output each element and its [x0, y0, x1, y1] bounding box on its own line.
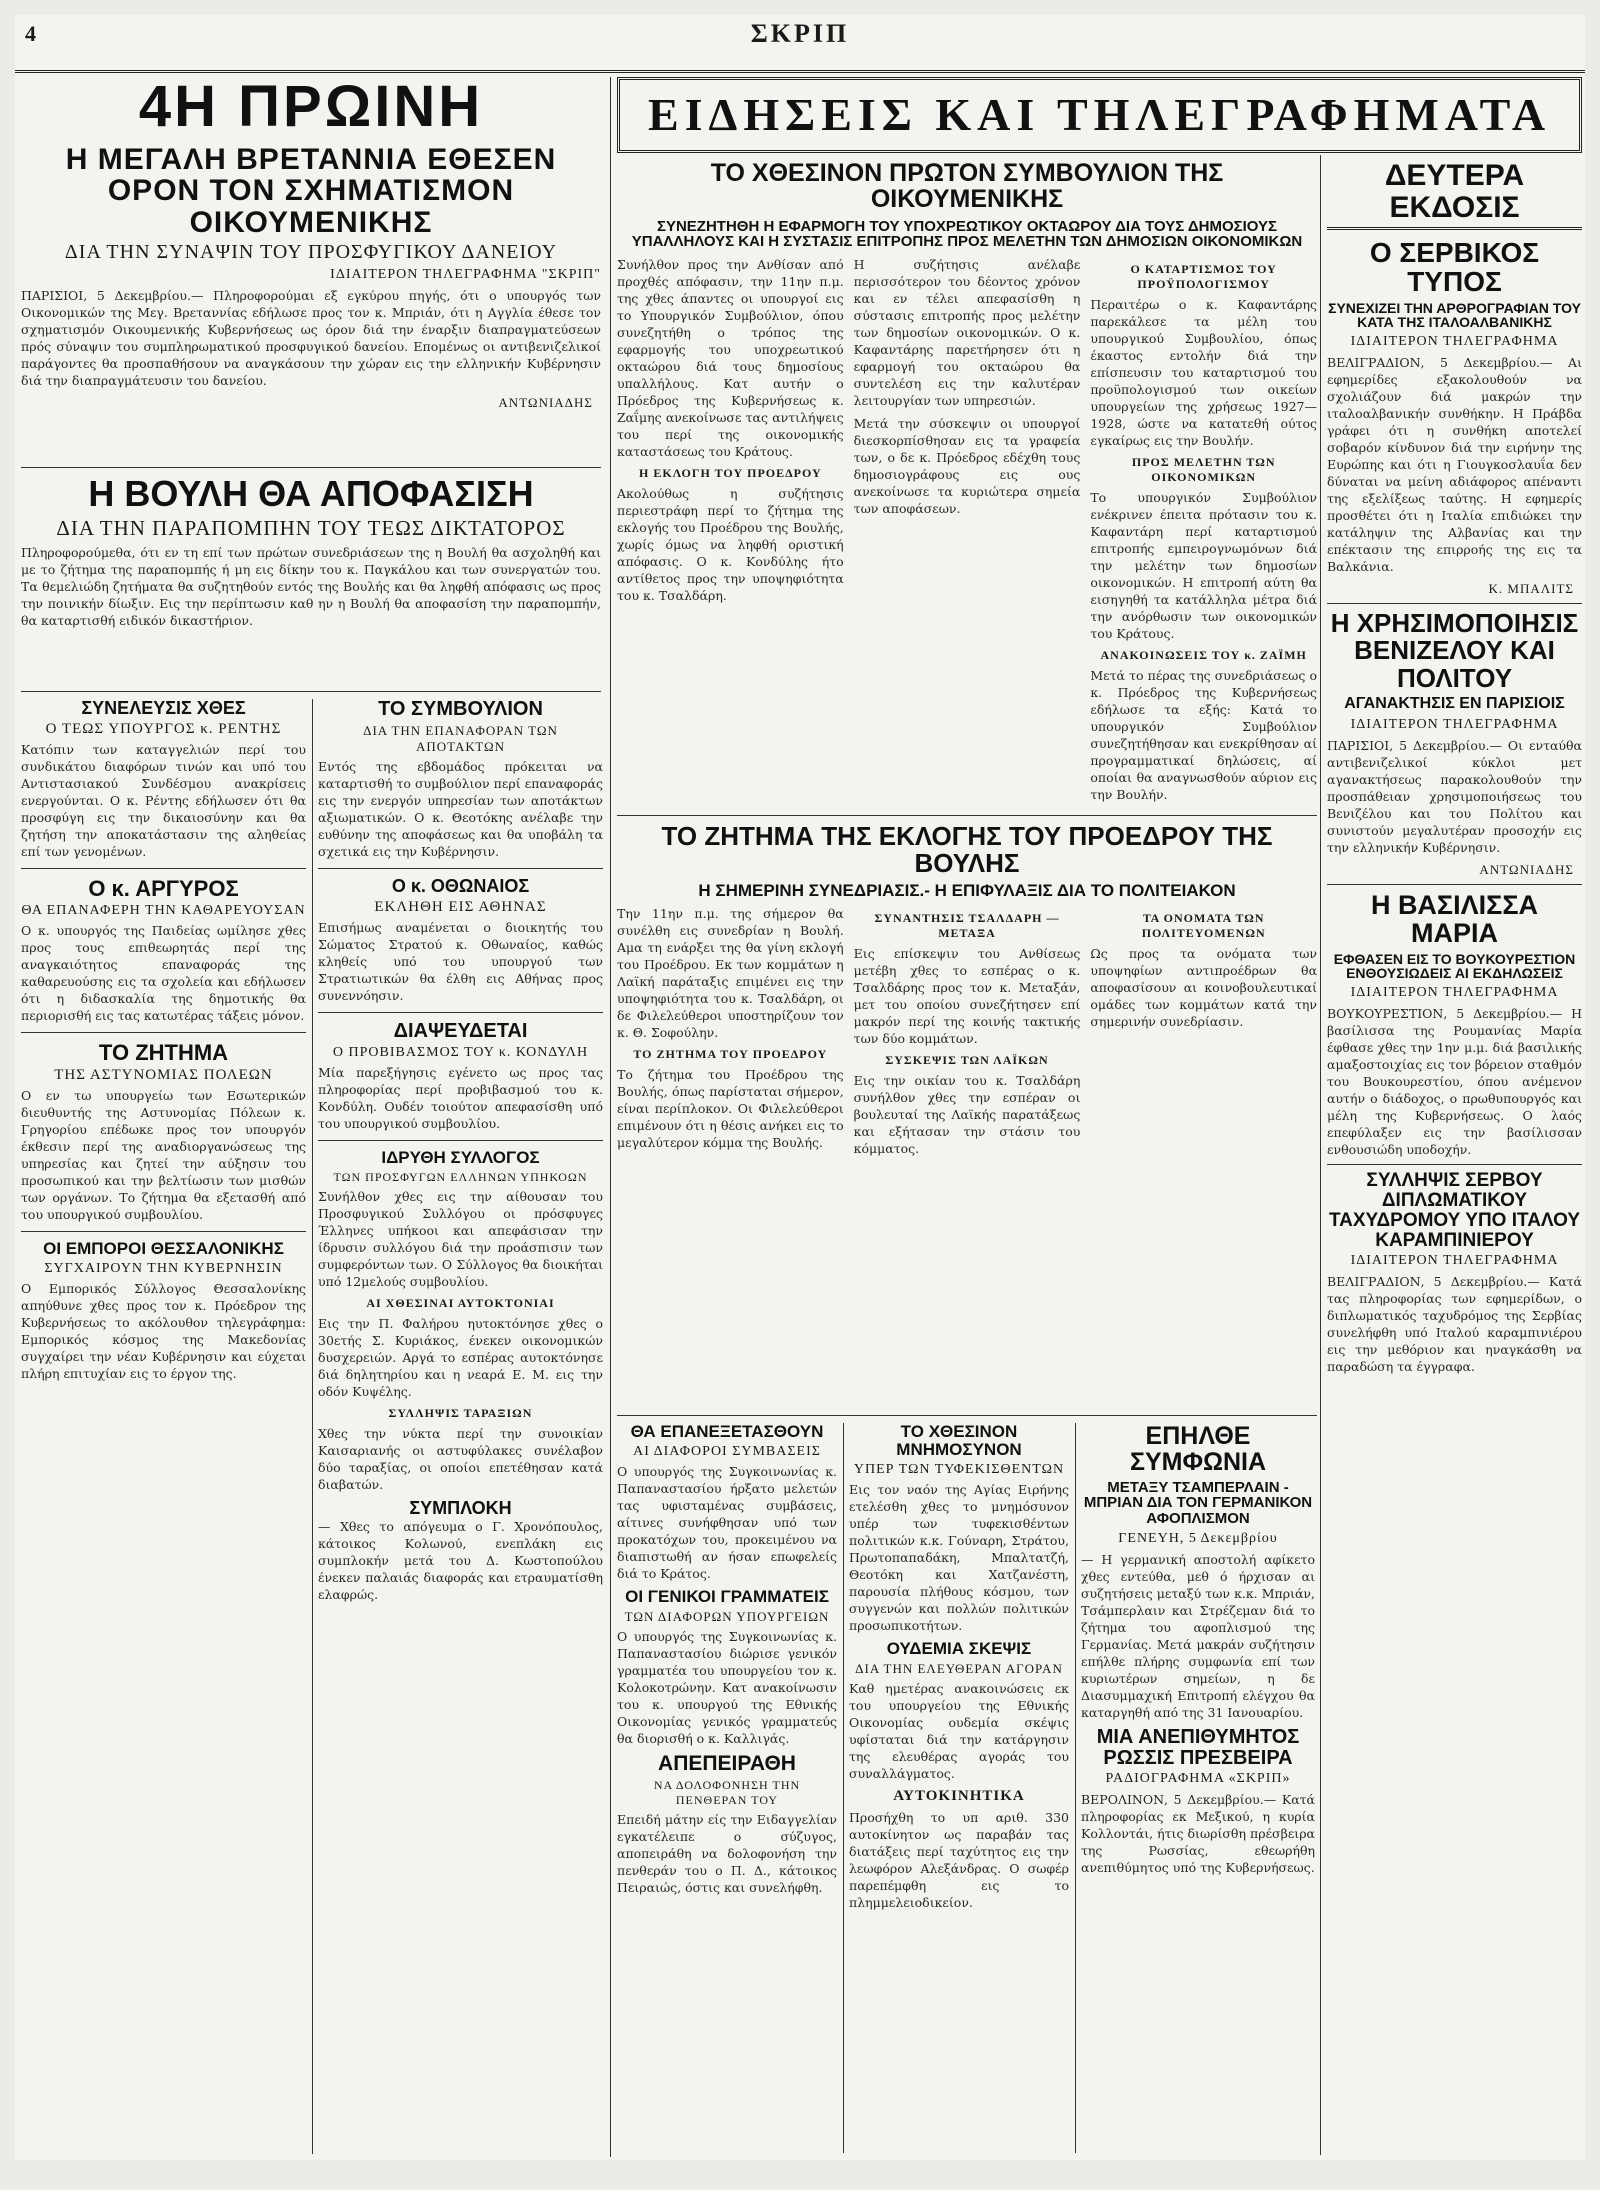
headline: ΟΙ ΓΕΝΙΚΟΙ ΓΡΑΜΜΑΤΕΙΣ [625, 1586, 829, 1606]
subsection-heading: Η ΕΚΛΟΓΗ ΤΟΥ ΠΡΟΕΔΡΟΥ [638, 466, 822, 480]
article-body: Ως προς τα ονόματα των υποψηφίων αντιπροέδρων θα αποφασίσουν αι κοινοβουλευτικαί ομάδες των κομμάτων κατά την σημερινήν συνεδρίασιν. [1090, 946, 1317, 1030]
article-othonaios [318, 877, 603, 1004]
dateline: ΙΔΙΑΙΤΕΡΟΝ ΤΗΛΕΓΡΑΦΗΜΑ [1350, 716, 1559, 732]
subsection-heading: ΣΥΝΑΝΤΗΣΙΣ ΤΣΑΛΔΑΡΗ — ΜΕΤΑΞΑ [874, 911, 1060, 941]
article-body: Συνήλθον προς την Ανθίσαν από προχθές απόφασιν, την 11ην π.μ. της χθες άπαντες οι υπουργοί εις το Υπουργικόν Συμβούλιον, όπου συνεζητήθη ο τρόπος της εφαρμογής του υποχρεωτικού οκταώρου διά τους δημοσίους υπαλλήλους. Κατ αυτήν ο Πρόεδρος της Κυβερνήσεως κ. Ζαΐμης ανεκοίνωσε τας αντιλήψεις του περί της οικονομικής καταστάσεως του Κράτους. [617, 257, 844, 459]
article-body: Ο υπουργός της Συγκοινωνίας κ. Παπαναστασίου διώρισε γενικόν γραμματέα του υπουργείου τον κ. Κολοκοτρώνην. Κατ ανακοίνωσιν του κ. υπουργού της Εθνικής Οικονομίας γενικός γραμματεύς θα διορισθή ο κ. Καλλιγάς. [617, 1628, 837, 1746]
article-body: Εις την οικίαν του κ. Τσαλδάρη συνήλθον χθες την εσπέραν οι βουλευταί της Λαϊκής παρατάξεως και εξήτασαν την στάσιν του κόμματος. [853, 1073, 1081, 1157]
article-body: — Η γερμανική αποστολή αφίκετο χθες εντεύθα, μεθ ό ήρχισαν αι συζητήσεις μεταξύ των κ.κ. Μπριάν, Τσάμπερλαιν και Στρέζεμαν διά το ζήτημα του αφοπλισμού της Γερμανίας. Μετά μακράν συζήτησιν επήλθε πλήρης συμφωνία επί των κυριωτέρων σημείων, η δε Διασυμμαχική Επιτροπή ελέγχου θα καταργηθή από της 31 Ιανουαρίου. [1081, 1551, 1315, 1720]
subhead: Ο ΤΕΩΣ ΥΠΟΥΡΓΟΣ κ. ΡΕΝΤΗΣ [45, 720, 282, 737]
headline: Ο κ. ΟΘΩΝΑΙΟΣ [391, 876, 530, 896]
article-body: Το ζήτημα του Προέδρου της Βουλής, όπως παρίσταται σήμερον, είναι περίπλοκον. Οι Φιλελεύθεροι επιμένουν ότι η θέσις ανήκει εις το μεγαλύτερον κόμμα της Βουλής. [617, 1067, 844, 1151]
column-rule [1075, 1423, 1076, 2153]
article-symfonia [1081, 1423, 1315, 1721]
subhead: ΔΙΑ ΤΗΝ ΕΛΕΥΘΕΡΑΝ ΑΓΟΡΑΝ [855, 1660, 1063, 1676]
article-body: ΒΕΛΙΓΡΑΔΙΟΝ, 5 Δεκεμβρίου.— Αι εφημερίδες εξακολουθούν να σχολιάζουν διά μακρών την ιταλοαλβανικήν συνθήκην. Η Πράβδα γράφει ότι η συνθήκη αποτελεί σοβαρόν κίνδυνον διά την ειρήνην της Ευρώπης και ότι η Γιουγκοσλαυΐα δεν δύναται να μείνη αδιάφορος απέναντι της εξελίξεως ταύτης. Η εφημερίς προσθέτει ότι η Ιταλία επιδιώκει την κατάληψιν της Αλβανίας και την επέκτασιν της επιρροής της εις τα Βαλκάνια. [1327, 355, 1582, 575]
column-c2 [849, 1423, 1069, 2153]
article-synelefsi [21, 699, 306, 860]
headline: ΔΙΑΨΕΥΔΕΤΑΙ [393, 1019, 528, 1042]
article-body: Μία παρεξήγησις εγένετο ως προς τας πληροφορίας περί προβιβασμού του κ. Κονδύλη. Ουδέν τοιούτον απεφασίσθη υπό του υπουργικού συμβουλίου. [318, 1064, 603, 1131]
column-c3 [1081, 1423, 1315, 2153]
article-body: ΠΑΡΙΣΙΟΙ, 5 Δεκεμβρίου.— Οι ενταύθα αντιβενιζελικοί κύκλοι μετ αγανακτήσεως παρακολουθούν την προσπάθειαν χρησιμοποιήσεως του Βενιζέλου και του Πολίτου και συνιστούν μεγαλυτέραν προσοχήν εις την ελληνικήν Κυβέρνησιν. [1327, 737, 1582, 855]
headline: ΤΟ ΣΥΜΒΟΥΛΙΟΝ [378, 699, 543, 720]
signature: Κ. ΜΠΑΛΙΤΣ [1488, 581, 1574, 597]
article-4h-proini [21, 77, 601, 462]
column-rule [312, 699, 313, 2154]
article-body: Προσήχθη το υπ αριθ. 330 αυτοκίνητον ως παραβάν τας διατάξεις περί ταχύτητος εις την λεωφόρον Αλεξάνδρας. Ο σωφέρ παρεπέμφθη εις το πλημμελειοδικείον. [849, 1809, 1069, 1910]
subhead: ΤΗΣ ΑΣΤΥΝΟΜΙΑΣ ΠΟΛΕΩΝ [54, 1067, 273, 1084]
article-apopeira [617, 1753, 837, 1896]
article-xthesina [318, 1296, 603, 1400]
column-rule [1320, 155, 1321, 2155]
article-idrysi [318, 1149, 603, 1290]
article-zitima [21, 1041, 306, 1223]
article-body: Εντός της εβδομάδος πρόκειται να καταρτισθή το συμβούλιον περί επαναφοράς εις την ενεργόν υπηρεσίαν των αποτάκτων αξιωματικών. Ο κ. Θεοτόκης ανέλαβε την ευθύνην της αποφάσεως και θα υποβάλη τα σχετικά εις την Κυβέρνησιν. [318, 759, 603, 859]
section-rule [21, 691, 601, 692]
masthead [15, 15, 1585, 73]
subhead: Ο ΠΡΟΒΙΒΑΣΜΟΣ ΤΟΥ κ. ΚΟΝΔΥΛΗ [332, 1044, 589, 1060]
section-rule [617, 815, 1317, 816]
deftera-banner: ΔΕΥΤΕΡΑ ΕΚΔΟΣΙΣ [1327, 160, 1582, 230]
headline: Η ΒΑΣΙΛΙΣΣΑ ΜΑΡΙΑ [1370, 889, 1539, 949]
subsection-heading: ΤΟ ΖΗΤΗΜΑ ΤΟΥ ΠΡΟΕΔΡΟΥ [633, 1047, 828, 1062]
subhead: ΔΙΑ ΤΗΝ ΣΥΝΑΨΙΝ ΤΟΥ ΠΡΟΣΦΥΓΙΚΟΥ ΔΑΝΕΙΟΥ [64, 241, 558, 264]
article-body: Μετά την σύσκεψιν οι υπουργοί διεσκορπίσθησαν εις τα γραφεία των, ο δε κ. Πρόεδρος εδέχθη τους δημοσιογράφους εις ους ανεκοίνωσε τα κυριώτερα σημεία των αποφάσεων. [853, 416, 1081, 516]
article-body: Ακολούθως η συζήτησις περιεστράφη περί το ζήτημα της εκλογής του Προέδρου της Βουλής, χωρίς όμως να ληφθή οριστική απόφασις. Ο κ. Κονδύλης ήτο αντίθετος προς την υποψηφιότητα του κ. Τσαλδάρη. [617, 486, 844, 603]
subhead: ΜΕΤΑΞΥ ΤΣΑΜΠΕΡΛΑΙΝ - ΜΠΡΙΑΝ ΔΙΑ ΤΟΝ ΓΕΡΜΑΝΙΚΟΝ ΑΦΟΠΛΙΣΜΟΝ [1083, 1478, 1313, 1527]
headline: Ο ΣΕΡΒΙΚΟΣ ΤΥΠΟΣ [1369, 237, 1540, 298]
newspaper-page [15, 15, 1585, 2160]
article-body: ΒΕΡΟΛΙΝΟΝ, 5 Δεκεμβρίου.— Κατά πληροφορίας εκ Μεξικού, η κυρία Κολλοντάι, ήτις διωρίσθη πρέσβειρα της Ρωσσίας, εθεωρήθη ανεπιθύμητος υπό της Κυβερνήσεως. [1081, 1791, 1315, 1875]
article-body: Εις τον ναόν της Αγίας Ειρήνης ετελέσθη χθες το μνημόσυνον υπέρ των τυφεκισθέντων πολιτικών κ.κ. Γούναρη, Στράτου, Πρωτοπαπαδάκη, Μπαλτατζή, Θεοτόκη και Χατζανέστη, παρουσία πλήθους κόσμου, των συγγενών και πολλών πολιτικών προσωπικοτήτων. [849, 1481, 1069, 1633]
dateline: ΙΔΙΑΙΤΕΡΟΝ ΤΗΛΕΓΡΑΦΗΜΑ [1350, 1252, 1559, 1268]
subhead: ΕΚΛΗΘΗ ΕΙΣ ΑΘΗΝΑΣ [374, 898, 547, 915]
article-body: Ο Εμπορικός Σύλλογος Θεσσαλονίκης απηύθυνε χθες προς τον κ. Πρόεδρον της Κυβερνήσεως το ακόλουθον τηλεγράφημα: Εμπορικός κόσμος της Μακεδονίας συγχαίρει την νέαν Κυβέρνησιν και εύχεται πλήρη επιτυχίαν εις το έργον της. [21, 1280, 306, 1381]
column-c1 [617, 1423, 837, 2153]
article-ekloges [617, 823, 1317, 1408]
article-diapsevdetai [318, 1021, 603, 1132]
article-body: Χθες την νύκτα περί την συνοικίαν Καισαριανής οι αστυφύλακες συνέλαβον δύο ταραξίας, οι οποίοι επετέθησαν κατά διαβατών. [318, 1425, 603, 1492]
subhead: ΤΩΝ ΔΙΑΦΟΡΩΝ ΥΠΟΥΡΓΕΙΩΝ [624, 1608, 830, 1624]
subsection-heading: Ο ΚΑΤΑΡΤΙΣΜΟΣ ΤΟΥ ΠΡΟΫΠΟΛΟΓΙΣΜΟΥ [1130, 262, 1277, 291]
column-a [21, 699, 306, 2154]
section-label: 4Η ΠΡΩΙΝΗ [138, 77, 484, 139]
dateline: ΡΑΔΙΟΓΡΑΦΗΜΑ «ΣΚΡΙΠ» [1105, 1770, 1291, 1786]
dateline: ΙΔΙΑΙΤΕΡΟΝ ΤΗΛΕΓΡΑΦΗΜΑ [1350, 984, 1559, 1000]
headline: ΑΙ ΧΘΕΣΙΝΑΙ ΑΥΤΟΚΤΟΝΙΑΙ [366, 1295, 555, 1310]
article-symploki [318, 1499, 603, 1603]
article-body: Ο εν τω υπουργείω των Εσωτερικών διευθυντής της Αστυνομίας Πόλεων κ. Γρηγορίου επέδωκε προς τον υπουργόν έκθεσιν περί της αναδιοργανώσεως της υπηρεσίας και ζητεί την αύξησιν του προσωπικού και την βελτίωσιν των μισθών των οργάνων. Το ζήτημα θα εξετασθή από του υπουργικού συμβουλίου. [21, 1088, 306, 1223]
eidiseis-banner-box [617, 77, 1582, 153]
article-body: Την 11ην π.μ. της σήμερον θα συνέλθη εις συνεδρίαν η Βουλή. Αμα τη ενάρξει της θα γίνη εκλογή του Προέδρου. Εκ των κομμάτων η Λαϊκή παράταξις επιμένει εις την υποψηφιότητα του κ. Τσαλδάρη, οι δε Φιλελεύθεροι υποστηρίζουν τον κ. Θ. Σοφούλην. [617, 906, 844, 1041]
headline: ΙΔΡΥΘΗ ΣΥΛΛΟΓΟΣ [381, 1147, 540, 1167]
subhead: ΕΦΘΑΣΕΝ ΕΙΣ ΤΟ ΒΟΥΚΟΥΡΕΣΤΙΟΝ ΕΝΘΟΥΣΙΩΔΕΙΣ ΑΙ ΕΚΔΗΛΩΣΕΙΣ [1333, 950, 1576, 982]
article-body: Εις επίσκεψιν του Ανθίσεως μετέβη χθες το εσπέρας ο κ. Τσαλδάρης προς τον κ. Μεταξάν, μετ του οποίου συνεζήτησεν επί μακρόν περί της κοινής τακτικής των δύο κομμάτων. [853, 946, 1081, 1047]
article-syllipsis-servou [1327, 1171, 1582, 1375]
headline: Η ΜΕΓΑΛΗ ΒΡΕΤΑΝΝΙΑ ΕΘΕΣΕΝ ΟΡΟΝ ΤΟΝ ΣΧΗΜΑΤΙΣΜΟΝ ΟΙΚΟΥΜΕΝΙΚΗΣ [65, 142, 557, 239]
subhead: ΔΙΑ ΤΗΝ ΠΑΡΑΠΟΜΠΗΝ ΤΟΥ ΤΕΩΣ ΔΙΚΤΑΤΟΡΟΣ [56, 515, 566, 540]
article-servikos-typos [1327, 238, 1582, 597]
paper-name: ΣΚΡΙΠ [750, 19, 850, 48]
article-emporoi [21, 1240, 306, 1382]
subhead: ΑΓΑΝΑΚΤΗΣΙΣ ΕΝ ΠΑΡΙΣΙΟΙΣ [1344, 695, 1565, 713]
subhead: ΔΙΑ ΤΗΝ ΕΠΑΝΑΦΟΡΑΝ ΤΩΝ ΑΠΟΤΑΚΤΩΝ [363, 723, 558, 754]
headline: ΑΠΕΠΕΙΡΑΘΗ [658, 1751, 796, 1775]
article-aftokinita [849, 1788, 1069, 1911]
headline: ΜΙΑ ΑΝΕΠΙΘΥΜΗΤΟΣ ΡΩΣΣΙΣ ΠΡΕΣΒΕΙΡΑ [1096, 1725, 1300, 1769]
article-symvaseis [617, 1423, 837, 1582]
article-body: Ο υπουργός της Συγκοινωνίας κ. Παπαναστασίου ήρξατο μελετών τας υφισταμένας συμβάσεις, αίτινες συνήφθησαν υπό των προκατόχων του, προκειμένου να διαπιστωθή αν ήσαν επωφελείς διά το Κράτος. [617, 1463, 837, 1581]
dateline: ΙΔΙΑΙΤΕΡΟΝ ΤΗΛΕΓΡΑΦΗΜΑ [1350, 334, 1559, 350]
article-vasilissa-maria [1327, 891, 1582, 1158]
article-argyros [21, 877, 306, 1024]
subhead: ΤΩΝ ΠΡΟΣΦΥΓΩΝ ΕΛΛΗΝΩΝ ΥΠΗΚΟΩΝ [333, 1169, 588, 1184]
article-body: Καθ ημετέρας ανακοινώσεις εκ του υπουργείου της Εθνικής Οικονομίας ουδεμία σκέψις υφίσταται διά την κατάργησιν της ελευθέρας αγοράς του συναλλάγματος. [849, 1680, 1069, 1781]
article-body: Μετά το πέρας της συνεδριάσεως ο κ. Πρόεδρος της Κυβερνήσεως εδήλωσε τα εξής: Κατά το υπουργικόν Συμβούλιον συνεζητήθησαν και ενεκρίθησαν αί προγραμματικαί δηλώσεις, αί οποίαι θα αναγνωσθούν αύριον εις την Βουλήν. [1090, 668, 1317, 802]
article-body: — Χθες το απόγευμα ο Γ. Χρονόπουλος, κάτοικος Κολωνού, ενεπλάκη εις συμπλοκήν μετά του Δ. Κωστοπούλου ένεκεν παλαιάς διαφοράς και ετραυματίσθη ελαφρώς. [318, 1518, 603, 1602]
column-b [318, 699, 603, 2154]
article-tarazia [318, 1406, 603, 1493]
subhead: ΝΑ ΔΟΛΟΦΟΝΗΣΗ ΤΗΝ ΠΕΝΘΕΡΑΝ ΤΟΥ [653, 1777, 801, 1807]
headline: ΑΥΤΟΚΙΝΗΤΙΚΑ [893, 1787, 1025, 1804]
subhead: ΣΥΝΕΧΙΖΕΙ ΤΗΝ ΑΡΘΡΟΓΡΑΦΙΑΝ ΤΟΥ ΚΑΤΑ ΤΗΣ ΙΤΑΛΟΑΛΒΑΝΙΚΗΣ [1328, 299, 1581, 331]
article-body: Ο κ. υπουργός της Παιδείας ωμίλησε χθες προς τους επιθεωρητάς περί της αναγκαιότητος επαναφοράς της καθαρευούσης εις τα σχολεία και εδήλωσεν ότι η διδασκαλία της δημοτικής θα περιορισθή εις τας κατωτέρας τάξεις μόνον. [21, 922, 306, 1023]
signature: ΑΝΤΩΝΙΑΔΗΣ [1479, 861, 1574, 877]
subsection-heading: ΠΡΟΣ ΜΕΛΕΤΗΝ ΤΩΝ ΟΙΚΟΝΟΜΙΚΩΝ [1131, 455, 1276, 484]
headline: ΤΟ ΧΘΕΣΙΝΟΝ ΜΝΗΜΟΣΥΝΟΝ [896, 1423, 1022, 1459]
article-body: ΒΟΥΚΟΥΡΕΣΤΙΟΝ, 5 Δεκεμβρίου.— Η βασίλισσα της Ρουμανίας Μαρία έφθασε χθες την 1ην μ.μ. διά βασιλικής αμαξοστοιχίας εις τον βόρειον σταθμόν του Βουκουρεστίου, όπου ανέμενον αυτήν ο διάδοχος, ο πρωθυπουργός και μέλη της Κυβερνήσεως. Ο λαός επεφύλαξεν εις την βασίλισσαν ενθουσιώδη υποδοχήν. [1327, 1005, 1582, 1157]
article-proton-symvoulion [617, 160, 1317, 810]
subsection-heading: ΤΑ ΟΝΟΜΑΤΑ ΤΩΝ ΠΟΛΙΤΕΥΟΜΕΝΩΝ [1141, 911, 1266, 941]
subhead: ΑΙ ΔΙΑΦΟΡΟΙ ΣΥΜΒΑΣΕΙΣ [633, 1443, 821, 1459]
article-body: Η συζήτησις ανέλαβε περισσότερον του δέοντος χρόνον και εν τέλει απεφασίσθη η σύστασις επιτροπής προς μελέτην των δημοσίων οικονομικών. Ο κ. Καφαντάρης παρετήρησεν ότι η εφαρμογή του οκταώρου θα συντελέση εις την καλυτέραν λειτουργίαν των υπηρεσιών. [853, 257, 1081, 408]
subhead: ΘΑ ΕΠΑΝΑΦΕΡΗ ΤΗΝ ΚΑΘΑΡΕΥΟΥΣΑΝ [21, 902, 306, 918]
subsection-heading: ΑΝΑΚΟΙΝΩΣΕΙΣ ΤΟΥ κ. ΖΑΪΜΗ [1100, 648, 1307, 662]
headline: ΤΟ ΖΗΤΗΜΑ [98, 1039, 229, 1065]
headline: ΣΥΛΛΗΨΙΣ ΤΑΡΑΞΙΩΝ [388, 1405, 533, 1420]
headline: ΟΥΔΕΜΙΑ ΣΚΕΨΙΣ [886, 1638, 1032, 1658]
article-grammateis [617, 1588, 837, 1747]
subhead: Η ΣΗΜΕΡΙΝΗ ΣΥΝΕΔΡΙΑΣΙΣ.- Η ΕΠΙΦΥΛΑΞΙΣ ΔΙΑ ΤΟ ΠΟΛΙΤΕΙΑΚΟΝ [698, 880, 1236, 900]
page-number: 4 [25, 21, 36, 46]
headline: Η ΒΟΥΛΗ ΘΑ ΑΠΟΦΑΣΙΣΗ [88, 475, 534, 514]
article-body: ΠΑΡΙΣΙΟΙ, 5 Δεκεμβρίου.— Πληροφορούμαι εξ εγκύρου πηγής, ότι ο υπουργός των Οικονομικών της Μεγ. Βρεταννίας εδήλωσε προς τον κ. Μπριάν, ότι η Αγγλία έθεσε τον σχηματισμόν Οικουμενικής Κυβερνήσεως ως όρον διά την έναρξιν διαπραγματεύσεων πρός σύναψιν του συμπληρωματικού προσφυγικού δανείου. Επομένως οι αντιβενιζελικοί παράγοντες θα προσπαθήσουν να αναγκάσουν την χώραν εις την ελληνικήν Κυβέρνησιν διά την διαπραγμάτευσιν του δανείου. [21, 288, 601, 389]
subhead: ΣΥΓΧΑΙΡΟΥΝ ΤΗΝ ΚΥΒΕΡΝΗΣΙΝ [44, 1260, 283, 1276]
article-vouli [21, 475, 601, 685]
signature: ΑΝΤΩΝΙΑΔΗΣ [498, 395, 593, 411]
headline: ΤΟ ΧΘΕΣΙΝΟΝ ΠΡΩΤΟΝ ΣΥΜΒΟΥΛΙΟΝ ΤΗΣ ΟΙΚΟΥΜΕΝΙΚΗΣ [710, 160, 1224, 214]
article-presveia [1081, 1727, 1315, 1876]
article-body: Περαιτέρω ο κ. Καφαντάρης παρεκάλεσε τα μέλη του υπουργικού Συμβουλίου, όπως έκαστος εντολήν διά την επίσπευσιν του καταρτισμού του προϋπολογισμού των οικείων υπουργείων της χρήσεως 1927—1928, ώστε να κατατεθή ούτος εγκαίρως εις την Βουλήν. [1090, 297, 1317, 448]
dateline: ΙΔΙΑΙΤΕΡΟΝ ΤΗΛΕΓΡΑΦΗΜΑ "ΣΚΡΙΠ" [330, 267, 601, 283]
column-deftera-ekdosis [1327, 160, 1582, 2155]
article-body: Κατόπιν των καταγγελιών περί του συνδικάτου διαφόρων τινών και υπό του Αντιστασιακού Συνδέσμου ανακρίσεις ενεργούνται. Ο κ. Ρέντης εδήλωσεν ότι θα προσφύγη εις την δικαιοσύνην και θα ζητήση την αποκατάστασιν της αληθείας επί των γενομένων. [21, 741, 306, 859]
column-rule [610, 77, 611, 2157]
headline: ΕΠΗΛΘΕ ΣΥΜΦΩΝΙΑ [1129, 1423, 1267, 1477]
headline: ΤΟ ΖΗΤΗΜΑ ΤΗΣ ΕΚΛΟΓΗΣ ΤΟΥ ΠΡΟΕΔΡΟΥ ΤΗΣ ΒΟΥΛΗΣ [661, 823, 1273, 879]
article-agora [849, 1640, 1069, 1782]
article-body: ΒΕΛΙΓΡΑΔΙΟΝ, 5 Δεκεμβρίου.— Κατά τας πληροφορίας των εφημερίδων, ο διπλωματικός ταχυδρόμος της Σερβίας συνελήφθη υπό Ιταλού καραμπινιέρου εις την μεθόριον και ηναγκάσθη να παραδώση τα έγγραφα. [1327, 1273, 1582, 1374]
headline: Ο κ. ΑΡΓΥΡΟΣ [88, 875, 239, 901]
dateline: ΓΕΝΕΥΗ, 5 Δεκεμβρίου [1118, 1530, 1278, 1546]
column-rule [843, 1423, 844, 2153]
section-rule [21, 467, 601, 468]
article-symvoulion [318, 699, 603, 860]
article-body: Επισήμως αναμένεται ο διοικητής του Σώματος Στρατού κ. Οθωναίος, καθώς κληθείς υπό του υπουργού των Στρατιωτικών θα έλθη εις Αθήνας προς συνεννόησιν. [318, 919, 603, 1003]
subsection-heading: ΣΥΣΚΕΨΙΣ ΤΩΝ ΛΑΪΚΩΝ [885, 1053, 1049, 1068]
headline: ΣΥΝΕΛΕΥΣΙΣ ΧΘΕΣ [81, 699, 246, 718]
headline: ΣΥΜΠΛΟΚΗ [409, 1497, 512, 1518]
headline: Η ΧΡΗΣΙΜΟΠΟΙΗΣΙΣ ΒΕΝΙΖΕΛΟΥ ΚΑΙ ΠΟΛΙΤΟΥ [1330, 608, 1579, 693]
subhead: ΣΥΝΕΖΗΤΗΘΗ Η ΕΦΑΡΜΟΓΗ ΤΟΥ ΥΠΟΧΡΕΩΤΙΚΟΥ ΟΚΤΑΩΡΟΥ ΔΙΑ ΤΟΥΣ ΔΗΜΟΣΙΟΥΣ ΥΠΑΛΛΗΛΟΥΣ ΚΑΙ Η ΣΥΣΤΑΣΙΣ ΕΠΙΤΡΟΠΗΣ ΠΡΟΣ ΜΕΛΕΤΗΝ ΤΩΝ ΔΗΜΟΣΙΩΝ ΟΙΚΟΝΟΜΙΚΩΝ [631, 217, 1303, 251]
eidiseis-banner: ΕΙΔΗΣΕΙΣ ΚΑΙ ΤΗΛΕΓΡΑΦΗΜΑΤΑ [647, 88, 1552, 140]
article-body: Εις την Π. Φαλήρου ηυτοκτόνησε χθες ο 30ετής Σ. Κυριάκος, ένεκεν οικονομικών δυσχερειών. Αργά το εσπέρας αυτοκτόνησε διά δηλητηρίου και η νεαρά Ε. Μ. εις την οδόν Κυψέλης. [318, 1315, 603, 1399]
headline: ΣΥΛΛΗΨΙΣ ΣΕΡΒΟΥ ΔΙΠΛΩΜΑΤΙΚΟΥ ΤΑΧΥΔΡΟΜΟΥ ΥΠΟ ΙΤΑΛΟΥ ΚΑΡΑΜΠΙΝΙΕΡΟΥ [1328, 1169, 1581, 1251]
article-body: Το υπουργικόν Συμβούλιον ενέκρινεν έπειτα πρότασιν του κ. Καφαντάρη περί καταρτισμού επιτροπής εμπειρογνωμόνων διά την μελέτην των δημοσίων οικονομικών. Η επιτροπή αύτη θα εισηγηθή τα κατάλληλα μέτρα διά την ανόρθωσιν των οικονομικών του Κράτους. [1090, 490, 1317, 641]
section-rule [617, 1415, 1317, 1416]
subhead: ΥΠΕΡ ΤΩΝ ΤΥΦΕΚΙΣΘΕΝΤΩΝ [853, 1461, 1065, 1477]
headline: ΘΑ ΕΠΑΝΕΞΕΤΑΣΘΟΥΝ [630, 1423, 824, 1441]
article-body: Πληροφορούμεθα, ότι εν τη επί των πρώτων συνεδριάσεων της η Βουλή θα ασχοληθή και με το ζήτημα της παραπομπής ή μη εις δίκην του κ. Παγκάλου και των συνεργατών του. Τα θεμελιώδη ζητήματα θα συζητηθούν εντός της Βουλής και θα ληφθή απόφασις ως προς την ποινικήν δίωξιν. Εις την περίπτωσιν καθ ην η Βουλή θα αποφασίση την παραπομπήν, θα καταρτισθή ειδικόν δικαστήριον. [21, 544, 601, 628]
article-mnimosyno [849, 1423, 1069, 1634]
article-body: Επειδή μάτην είς την Ειδαγγελίαν εγκατέλειπε ο σύζυγος, αποπειράθη να δολοφονήση την πενθεράν του ο Π. Δ., κάτοικος Πειραιώς, όστις και συνελήφθη. [617, 1811, 837, 1895]
headline: ΟΙ ΕΜΠΟΡΟΙ ΘΕΣΣΑΛΟΝΙΚΗΣ [43, 1239, 284, 1259]
article-body: Συνήλθον χθες εις την αίθουσαν του Προσφυγικού Συλλόγου οι πρόσφυγες Έλληνες υπήκοοι και απεφάσισαν την ίδρυσιν συλλόγου διά την προάσπισιν των συμφερόντων των. Ο Σύλλογος θα διοικήται υπό 12μελούς συμβουλίου. [318, 1188, 603, 1289]
article-venizelos [1327, 610, 1582, 878]
